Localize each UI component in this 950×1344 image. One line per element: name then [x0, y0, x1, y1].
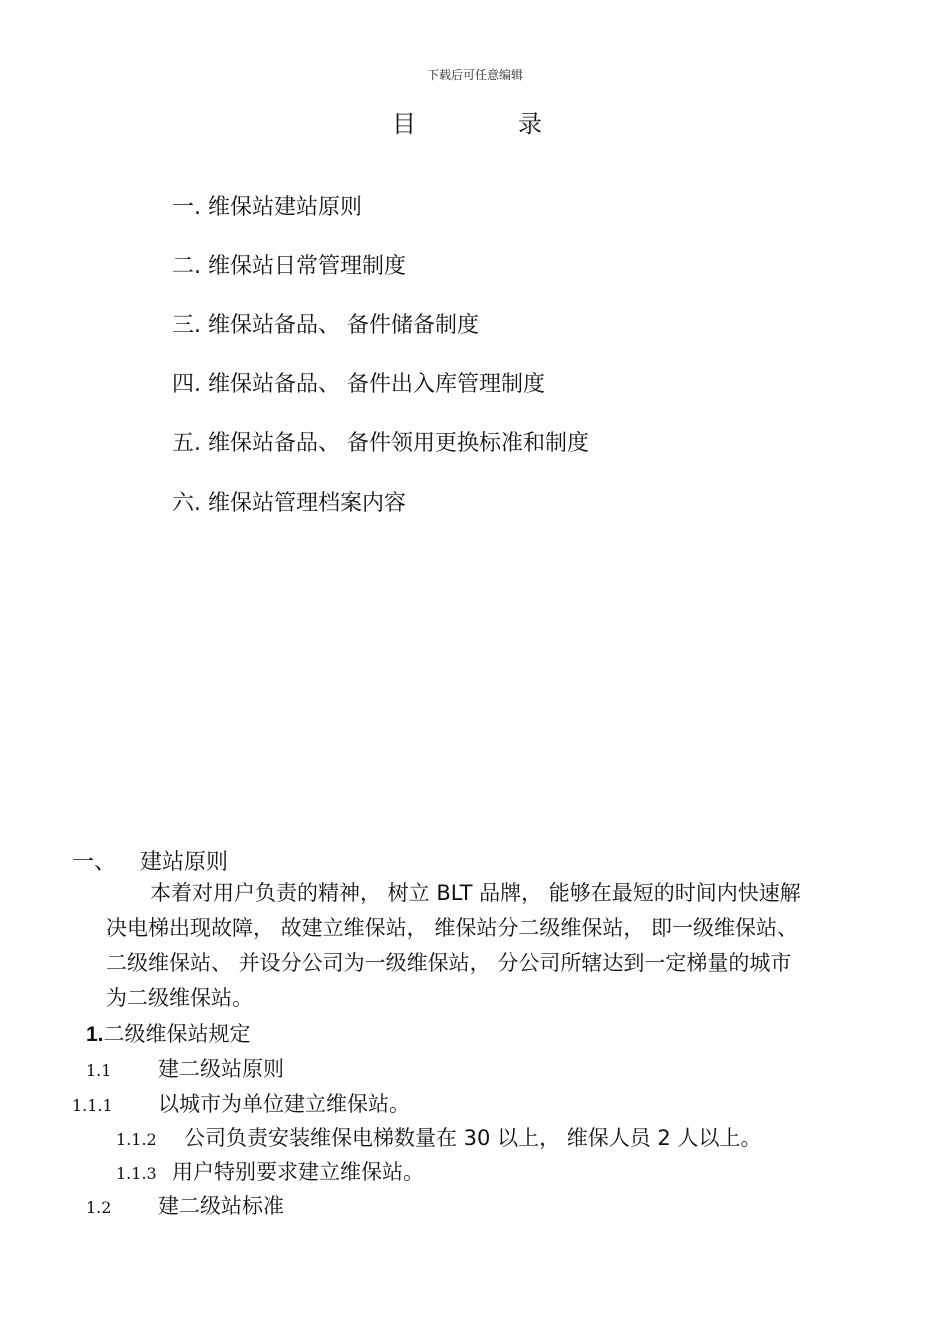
toc-item-4: 四. 维保站备品、 备件出入库管理制度 — [172, 372, 545, 397]
section-title: 建站原则 — [140, 850, 229, 875]
subsection-number: 1.1.3 — [116, 1164, 157, 1183]
subsection-1-2 — [86, 1190, 284, 1220]
subsection-text: 建二级站标准 — [158, 1194, 284, 1218]
subsection-text: 用户特别要求建立维保站。 — [172, 1160, 424, 1184]
subsection-number: 1. — [86, 1023, 104, 1046]
paragraph-line: 二级维保站、 并设分公司为一级维保站， 分公司所辖达到一定梯量的城市 — [106, 951, 792, 975]
subsection-1-1-3 — [116, 1156, 424, 1186]
subsection-1-1 — [86, 1053, 284, 1083]
toc-item-5: 五. 维保站备品、 备件领用更换标准和制度 — [172, 431, 589, 456]
paragraph-line: 为二级维保站。 — [106, 986, 253, 1010]
subsection-1 — [86, 1018, 251, 1048]
section-heading — [72, 845, 228, 876]
subsection-1-1-1 — [72, 1088, 410, 1118]
section-paragraph — [106, 876, 866, 1016]
paragraph-line: 本着对用户负责的精神， 树立 BLT 品牌， 能够在最短的时间内快速解 — [150, 881, 801, 905]
subsection-text: 二级维保站规定 — [103, 1022, 251, 1046]
subsection-1-1-2 — [116, 1122, 761, 1152]
toc-title — [392, 104, 542, 139]
subsection-number: 1.1 — [86, 1061, 112, 1080]
section-number: 一、 — [72, 850, 117, 875]
toc-title-left: 目 — [392, 110, 416, 138]
header-note: 下载后可任意编辑 — [426, 68, 523, 82]
subsection-number: 1.1.2 — [116, 1130, 157, 1149]
toc-item-6: 六. 维保站管理档案内容 — [172, 491, 406, 516]
subsection-text: 建二级站原则 — [158, 1057, 284, 1081]
toc-item-2: 二. 维保站日常管理制度 — [172, 254, 406, 279]
subsection-text: 以城市为单位建立维保站。 — [158, 1092, 410, 1116]
subsection-text: 公司负责安装维保电梯数量在 30 以上， 维保人员 2 人以上。 — [184, 1126, 762, 1150]
toc-item-1: 一. 维保站建站原则 — [172, 195, 362, 220]
paragraph-line: 决电梯出现故障， 故建立维保站， 维保站分二级维保站， 即一级维保站、 — [106, 916, 799, 940]
toc-title-right: 录 — [518, 110, 542, 138]
subsection-number: 1.1.1 — [72, 1096, 113, 1115]
toc-item-3: 三. 维保站备品、 备件储备制度 — [172, 313, 479, 338]
subsection-number: 1.2 — [86, 1198, 112, 1217]
